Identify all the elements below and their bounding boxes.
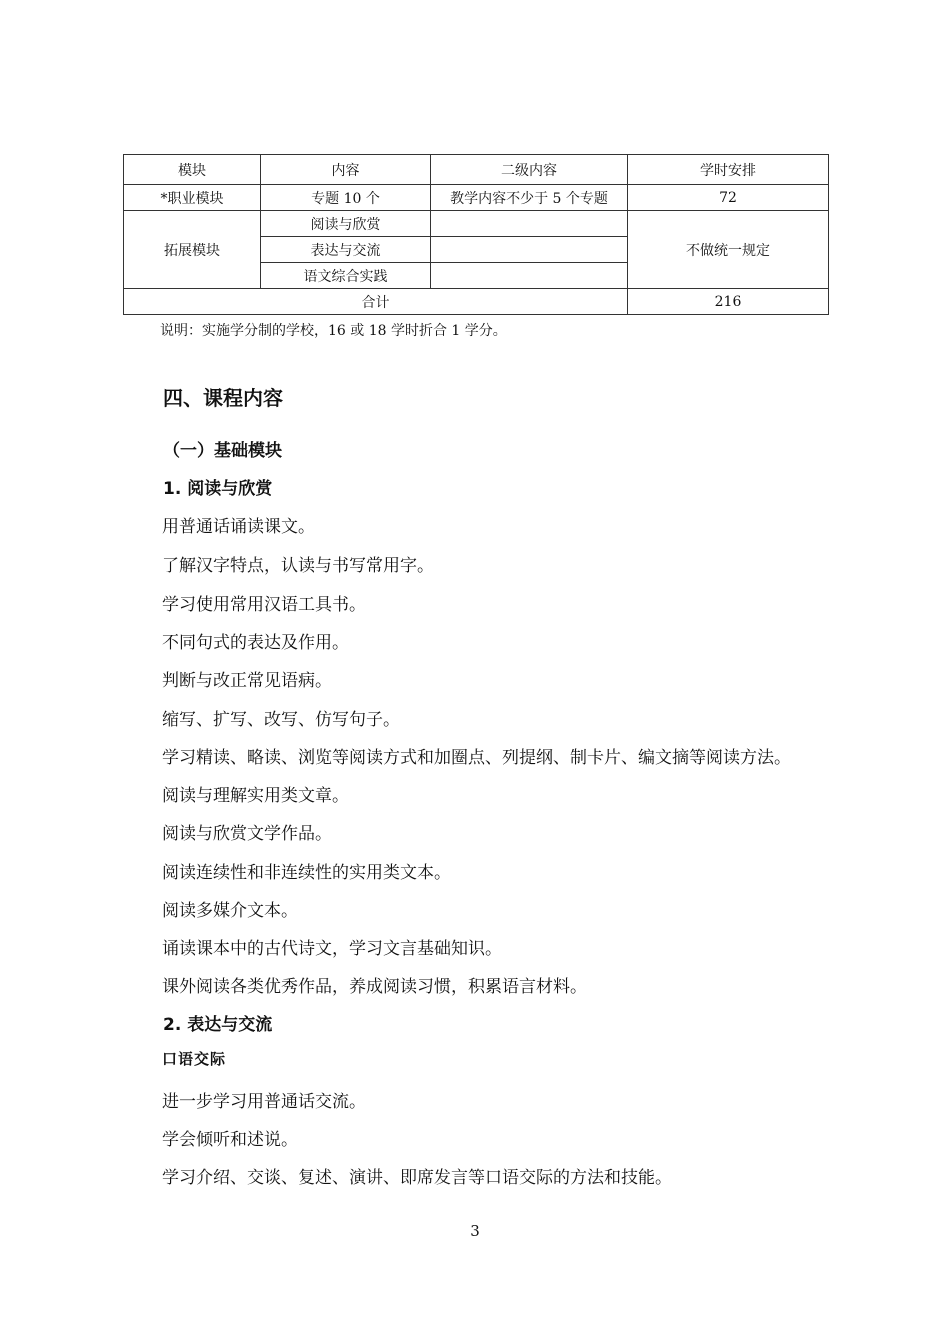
reading-item: 了解汉字特点，认读与书写常用字。: [162, 556, 434, 576]
oral-item: 学习介绍、交谈、复述、演讲、即席发言等口语交际的方法和技能。: [162, 1168, 672, 1188]
secondary-cell: [431, 211, 628, 237]
reading-item: 阅读连续性和非连续性的实用类文本。: [162, 863, 451, 883]
heading-expression: 2. 表达与交流: [163, 1015, 273, 1035]
content-cell: 语文综合实践: [261, 263, 431, 289]
hours-table-container: [123, 154, 829, 315]
total-label-cell: 合计: [124, 289, 628, 315]
page-number: 3: [470, 1222, 480, 1240]
reading-item: 学习使用常用汉语工具书。: [162, 595, 366, 615]
hours-cell: 不做统一规定: [628, 211, 829, 289]
heading-course-content: 四、课程内容: [163, 386, 283, 410]
table-header-cell: 二级内容: [431, 155, 628, 185]
table-note: 说明：实施学分制的学校，16 或 18 学时折合 1 学分。: [160, 323, 507, 339]
table-header-cell: 学时安排: [628, 155, 829, 185]
reading-item: 诵读课本中的古代诗文，学习文言基础知识。: [162, 939, 502, 959]
oral-item: 进一步学习用普通话交流。: [162, 1092, 366, 1112]
content-cell: 专题 10 个: [261, 185, 431, 211]
table-header-row: [124, 155, 829, 185]
reading-item: 判断与改正常见语病。: [162, 671, 332, 691]
table-total-row: [124, 289, 829, 315]
subheading-oral: 口语交际: [162, 1050, 227, 1068]
reading-item: 缩写、扩写、改写、仿写句子。: [162, 710, 400, 730]
table-row: [124, 211, 829, 237]
secondary-cell: [431, 263, 628, 289]
reading-item: 用普通话诵读课文。: [162, 517, 315, 537]
reading-item: 阅读与欣赏文学作品。: [162, 824, 332, 844]
table-header-cell: 模块: [124, 155, 261, 185]
hours-cell: 72: [628, 185, 829, 211]
reading-item: 课外阅读各类优秀作品，养成阅读习惯，积累语言材料。: [162, 977, 587, 997]
reading-item: 不同句式的表达及作用。: [162, 633, 349, 653]
secondary-cell: 教学内容不少于 5 个专题: [431, 185, 628, 211]
table-row: [124, 185, 829, 211]
module-cell: *职业模块: [124, 185, 261, 211]
table-header-cell: 内容: [261, 155, 431, 185]
heading-reading: 1. 阅读与欣赏: [163, 479, 273, 499]
module-cell: 拓展模块: [124, 211, 261, 289]
content-cell: 表达与交流: [261, 237, 431, 263]
content-cell: 阅读与欣赏: [261, 211, 431, 237]
total-hours-cell: 216: [628, 289, 829, 315]
reading-item: 阅读多媒介文本。: [162, 901, 298, 921]
heading-basic-module: （一）基础模块: [163, 441, 282, 461]
reading-item: 阅读与理解实用类文章。: [162, 786, 349, 806]
secondary-cell: [431, 237, 628, 263]
oral-item: 学会倾听和述说。: [162, 1130, 298, 1150]
reading-item: 学习精读、略读、浏览等阅读方式和加圈点、列提纲、制卡片、编文摘等阅读方法。: [162, 748, 791, 768]
hours-table: [123, 154, 829, 315]
